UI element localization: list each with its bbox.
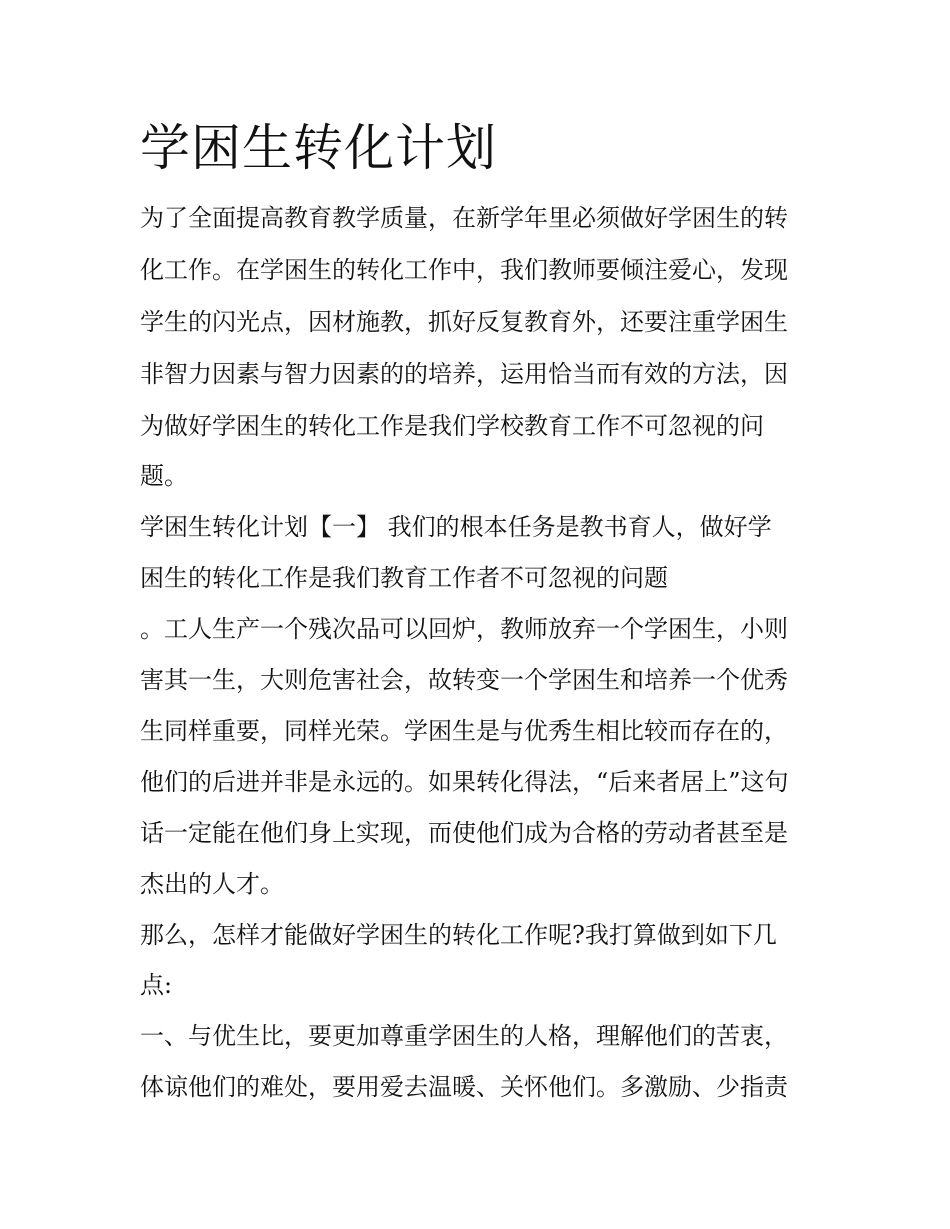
paragraph-line: 学生的闪光点，因材施教，抓好反复教育外，还要注重学困生 — [140, 308, 788, 336]
paragraph-line: 困生的转化工作是我们教育工作者不可忽视的问题 — [140, 564, 668, 592]
paragraph-line: 害其一生，大则危害社会，故转变一个学困生和培养一个优秀 — [140, 666, 788, 694]
document-title: 学困生转化计划 — [140, 119, 497, 177]
paragraph-line: 杰出的人才。 — [140, 870, 284, 898]
paragraph-line: 学困生转化计划【一】 我们的根本任务是教书育人，做好学 — [140, 513, 772, 541]
paragraph-line: 他们的后进并非是永远的。如果转化得法，“后来者居上”这句 — [140, 768, 789, 796]
paragraph-line: 。工人生产一个残次品可以回炉，教师放弃一个学困生，小则 — [140, 615, 788, 643]
paragraph-line: 一、与优生比，要更加尊重学困生的人格，理解他们的苦衷， — [140, 1022, 788, 1050]
paragraph-line: 生同样重要，同样光荣。学困生是与优秀生相比较而存在的， — [140, 717, 788, 745]
paragraph-line: 点: — [140, 971, 173, 999]
paragraph-line: 题。 — [140, 462, 188, 490]
paragraph-line: 化工作。在学困生的转化工作中，我们教师要倾注爱心，发现 — [140, 256, 788, 284]
paragraph-line: 话一定能在他们身上实现，而使他们成为合格的劳动者甚至是 — [140, 819, 788, 847]
paragraph-line: 为做好学困生的转化工作是我们学校教育工作不可忽视的问 — [140, 412, 764, 440]
paragraph-line: 非智力因素与智力因素的的培养，运用恰当而有效的方法，因 — [140, 360, 788, 388]
paragraph-line: 体谅他们的难处，要用爱去温暖、关怀他们。多激励、少指责 — [140, 1073, 788, 1101]
paragraph-line: 为了全面提高教育教学质量，在新学年里必须做好学困生的转 — [140, 204, 788, 232]
paragraph-line: 那么，怎样才能做好学困生的转化工作呢?我打算做到如下几 — [140, 921, 777, 949]
